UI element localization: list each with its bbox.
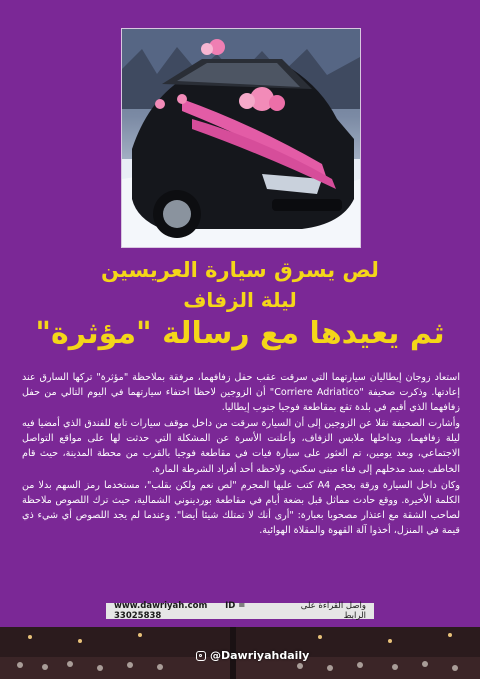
article-paragraph-2: وأشارت الصحيفة نقلا عن الزوجين إلى أن السيارة سرقت من داخل موقف سيارات تابع للفندق الذي أمضيا فيه ليلة زفافهما، وبداخلها ملابس الزفاف، وأعلنت الأسرة عن المشكلة التي حدثت لها على مواقع التواصل الاجتماعي، وبعد يومين، تم العثور على سيارة فيات في مقاطعة فوجيا بالقرب من محطة المدينة، حيث قام الخاطف بسد مدخلهم إلى فناء مبنى سكني، ولاحظه أحد أفراد الشرطة المارة. [22, 418, 460, 475]
headline-line-2: ليلة الزفاف [183, 288, 297, 312]
site-url[interactable]: www.dawriyah.com [114, 601, 208, 611]
headline-line-3: ثم يعيدها مع رسالة "مؤثرة" [35, 316, 445, 351]
footer-image [0, 627, 480, 679]
wedding-car-photo [121, 28, 361, 248]
read-more-label: واصل القراءة على الرابط [300, 601, 366, 621]
article-paragraph-3: وكان داخل السيارة ورقة بحجم A4 كتب عليها المجرم "لص نعم ولكن بقلب"، مستخدما رمز السهم بدلا من الكلمة الأخيرة. ووقع حادث مماثل قبل بضعة أيام في مقاطعة بوردينوني الشمالية، حيث ترك اللصوص ملاحظة لصاحب الشقة مع اعتذار مصحوبا بعبارة: "أرى أنك لا تمتلك شيئا أيضا". وعندما لم يجد اللصوص أي شيء ذي قيمة في المنزل، أخذوا آلة القهوة والمقلاة الهوائية. [22, 479, 460, 536]
article-id: ID = 33025838 [114, 601, 246, 621]
social-handle-text[interactable]: @Dawriyahdaily [210, 649, 310, 662]
article-paragraph-1: استعاد زوجان إيطاليان سيارتهما التي سرقت عقب حفل زفافهما، مرفقة بملاحظة "مؤثرة" تركها السارق عند إعادتها. وذكرت صحيفة "Corriere Adriatico" أن الزوجين لاحظا اختفاء سيارتهما في اليوم التالي من حفل زفافهما الذي أقيم في بلدة تقع بمقاطعة فوجيا جنوب إيطاليا. [22, 372, 460, 414]
article-body [22, 370, 460, 539]
instagram-icon [196, 651, 206, 661]
read-more-link[interactable] [114, 601, 282, 621]
social-handle[interactable] [196, 649, 309, 662]
read-more-bar[interactable] [106, 603, 374, 619]
headline-line-1: لص يسرق سيارة العريسين [101, 258, 379, 282]
